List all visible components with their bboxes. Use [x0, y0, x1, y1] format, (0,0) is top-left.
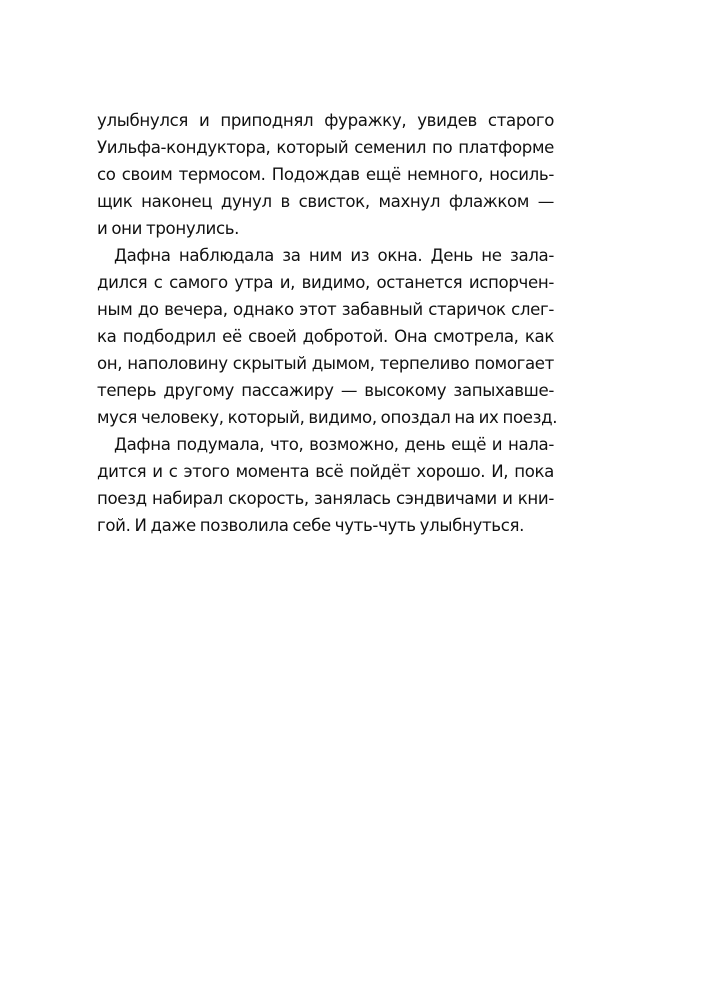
- text-line: поезд набирал скорость, занялась сэндвичами и кни-: [97, 489, 554, 508]
- text-line: щик наконец дунул в свисток, махнул флажком —: [97, 192, 554, 211]
- text-line: и они тронулись.: [97, 219, 240, 238]
- text-line: со своим термосом. Подождав ещё немного, носиль-: [97, 165, 554, 184]
- paragraph-3: [97, 431, 554, 539]
- text-line: гой. И даже позволила себе чуть-чуть улыбнуться.: [97, 516, 525, 535]
- text-line: улыбнулся и приподнял фуражку, увидев старого: [97, 111, 554, 130]
- text-line: Дафна подумала, что, возможно, день ещё и нала-: [114, 435, 554, 454]
- text-line: ным до вечера, однако этот забавный старичок слег-: [97, 300, 554, 319]
- text-line: дится и с этого момента всё пойдёт хорошо. И, пока: [97, 462, 554, 481]
- body-text: [97, 107, 558, 539]
- text-line: теперь другому пассажиру — высокому запыхавше-: [97, 381, 554, 400]
- text-line: Дафна наблюдала за ним из окна. День не зала-: [114, 246, 554, 265]
- paragraph-1: [97, 107, 554, 242]
- text-line: Уильфа-кондуктора, который семенил по платформе: [97, 138, 554, 157]
- paragraph-2: [97, 242, 558, 431]
- text-line: дился с самого утра и, видимо, останется испорчен-: [97, 273, 554, 292]
- text-line: ка подбодрил её своей добротой. Она смотрела, как: [97, 327, 554, 346]
- text-line: муся человеку, который, видимо, опоздал на их поезд.: [97, 408, 558, 427]
- text-line: он, наполовину скрытый дымом, терпеливо помогает: [97, 354, 554, 373]
